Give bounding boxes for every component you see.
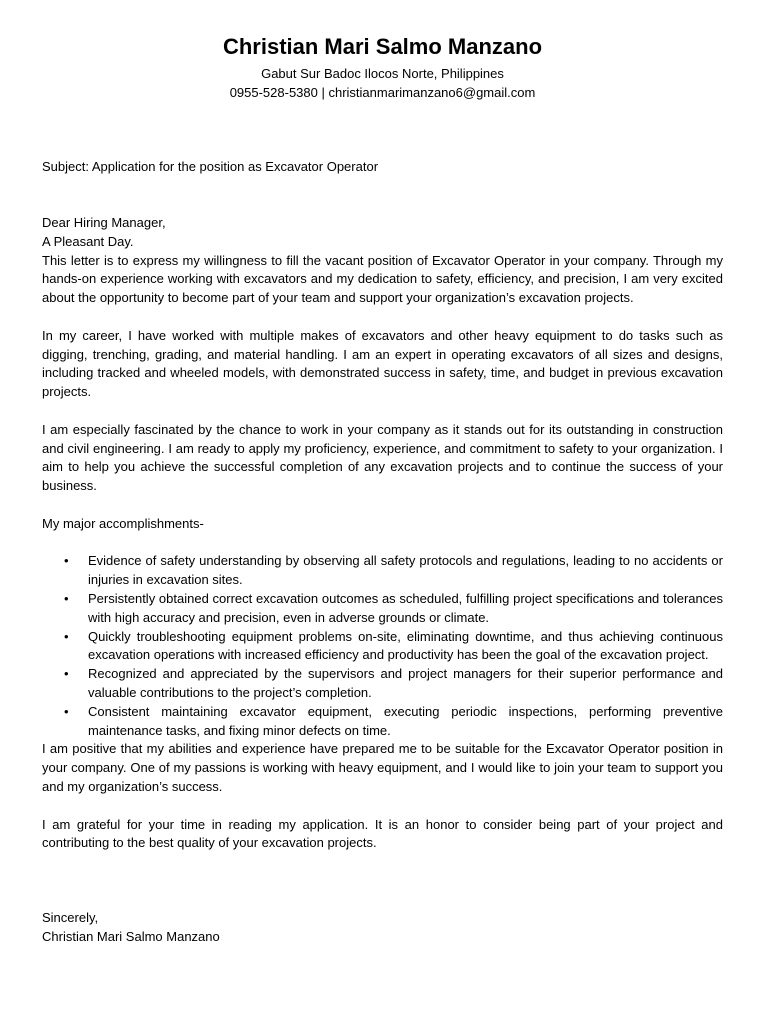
paragraph-gratitude: I am grateful for your time in reading my application. It is an honor to consider being part of your project and contributing to the best quality of your excavation projects. — [42, 816, 723, 851]
letter-closing — [42, 909, 723, 947]
greeting: Dear Hiring Manager, — [42, 215, 166, 230]
list-item — [42, 552, 723, 590]
paragraph-intro: This letter is to express my willingness to fill the vacant position of Excavator Operator in your company. Through my hands-on experience working with excavators and my dedication to safety, efficiency, and precision, I am very excited about the opportunity to become part of your team and support your organization’s excavation projects. — [42, 252, 723, 306]
paragraph-motivation: I am especially fascinated by the chance to work in your company as it stands out for its outstanding in construction and civil engineering. I am ready to apply my proficiency, experience, and commitment to safety to your organization. I aim to help you achieve the successful completion of any excavation projects and to continue the success of your business. — [42, 421, 723, 494]
paragraph-experience: In my career, I have worked with multiple makes of excavators and other heavy equipment to do tasks such as digging, trenching, grading, and material handling. I am an expert in operating excavators of all sizes and designs, including tracked and wheeled models, with demonstrated success in safety, time, and budget in previous excavation projects. — [42, 327, 723, 400]
list-item — [42, 703, 723, 741]
accomplishment-text: Persistently obtained correct excavation outcomes as scheduled, fulfilling project specifications and tolerances with high accuracy and precision, even in adverse grounds or climate. — [88, 590, 723, 625]
subject-text: Subject: Application for the position as Excavator Operator — [42, 159, 379, 174]
letter-body — [42, 214, 723, 853]
accomplishment-text: Consistent maintaining excavator equipment, executing periodic inspections, performing preventive maintenance tasks, and fixing minor defects on time. — [88, 703, 723, 738]
paragraph-positive: I am positive that my abilities and experience have prepared me to be suitable for the Excavator Operator position in your company. One of my passions is working with heavy equipment, and I would like to join your team to support you and my organization’s success. — [42, 741, 723, 794]
bullet-icon: • — [64, 553, 69, 569]
applicant-address: Gabut Sur Badoc Ilocos Norte, Philippines — [261, 66, 504, 81]
accomplishment-text: Recognized and appreciated by the supervisors and project managers for their superior performance and valuable contributions to the project’s completion. — [88, 666, 723, 700]
subject-line — [42, 158, 723, 177]
signoff: Sincerely, — [42, 910, 99, 925]
signature-name: Christian Mari Salmo Manzano — [42, 928, 220, 944]
applicant-contact: 0955-528-5380 | christianmarimanzano6@gmail.com — [229, 85, 536, 100]
accomplishment-text: Quickly troubleshooting equipment problems on-site, eliminating downtime, and thus achieving continuous excavation operations with increased efficiency and productivity has been the goal of the excavation project. — [88, 628, 723, 663]
bullet-icon: • — [64, 666, 69, 682]
list-item — [42, 628, 723, 666]
accomplishments-list — [42, 552, 723, 740]
applicant-name: Christian Mari Salmo Manzano — [222, 34, 543, 59]
bullet-icon: • — [64, 590, 69, 606]
bullet-icon: • — [64, 703, 69, 719]
list-item — [42, 590, 723, 628]
list-item — [42, 665, 723, 703]
accomplishments-heading: My major accomplishments- — [42, 515, 204, 531]
accomplishment-text: Evidence of safety understanding by observing all safety protocols and regulations, leading to no accidents or injuries in excavation sites. — [88, 553, 723, 588]
salutation: A Pleasant Day. — [42, 233, 134, 249]
bullet-icon: • — [64, 628, 69, 644]
